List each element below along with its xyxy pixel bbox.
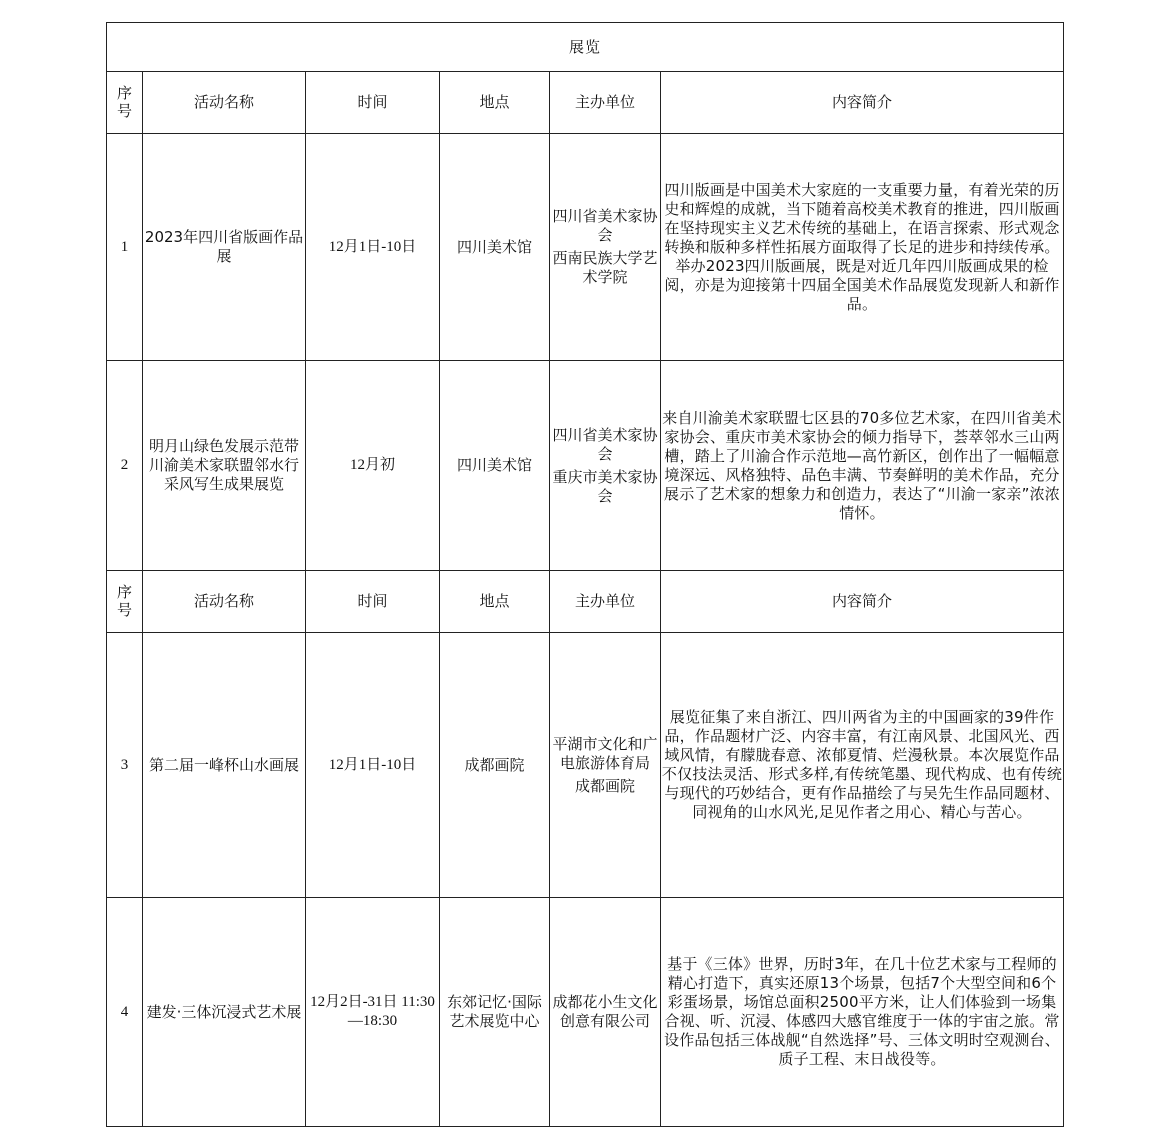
row-organizer bbox=[550, 134, 661, 361]
organizer-line: 平湖市文化和广电旅游体育局 bbox=[552, 734, 658, 772]
row-seq: 4 bbox=[107, 898, 143, 1127]
row-description: 来自川渝美术家联盟七区县的70多位艺术家，在四川省美术家协会、重庆市美术家协会的倾力指导下，荟萃邻水三山两槽，踏上了川渝合作示范地—高竹新区，创作出了一幅幅意境深远、风格独特、品色丰满、节奏鲜明的美术作品，充分展示了艺术家的想象力和创造力，表达了“川渝一家亲”浓浓情怀。 bbox=[661, 361, 1064, 571]
row-place: 成都画院 bbox=[440, 633, 550, 898]
row-time: 12月初 bbox=[306, 361, 440, 571]
row-time: 12月1日-10日 bbox=[306, 633, 440, 898]
row-name: 2023年四川省版画作品展 bbox=[143, 134, 306, 361]
header-row bbox=[107, 72, 1064, 134]
header-name: 活动名称 bbox=[143, 72, 306, 134]
organizer-line: 重庆市美术家协会 bbox=[552, 467, 658, 505]
exhibition-table bbox=[106, 22, 1064, 1127]
table-row bbox=[107, 134, 1064, 361]
row-organizer bbox=[550, 633, 661, 898]
header-time: 时间 bbox=[306, 72, 440, 134]
header-description: 内容简介 bbox=[661, 571, 1064, 633]
header-organizer: 主办单位 bbox=[550, 72, 661, 134]
title-row bbox=[107, 23, 1064, 72]
row-place: 四川美术馆 bbox=[440, 134, 550, 361]
header-row bbox=[107, 571, 1064, 633]
table-title: 展览 bbox=[107, 23, 1064, 72]
row-name: 建发·三体沉浸式艺术展 bbox=[143, 898, 306, 1127]
row-description: 展览征集了来自浙江、四川两省为主的中国画家的39件作品，作品题材广泛、内容丰富，有江南风景、北国风光、西域风情，有朦胧春意、浓郁夏情、烂漫秋景。本次展览作品不仅技法灵活、形式多样,有传统笔墨、现代构成、也有传统与现代的巧妙结合，更有作品描绘了与吴先生作品同题材、同视角的山水风光,足见作者之用心、精心与苦心。 bbox=[661, 633, 1064, 898]
row-description: 四川版画是中国美术大家庭的一支重要力量，有着光荣的历史和辉煌的成就，当下随着高校美术教育的推进，四川版画在坚持现实主义艺术传统的基础上，在语言探索、形式观念转换和版种多样性拓展方面取得了长足的进步和持续传承。举办2023四川版画展，既是对近几年四川版画成果的检阅，亦是为迎接第十四届全国美术作品展览发现新人和新作品。 bbox=[661, 134, 1064, 361]
row-seq: 2 bbox=[107, 361, 143, 571]
organizer-line: 西南民族大学艺术学院 bbox=[552, 249, 658, 286]
row-place: 四川美术馆 bbox=[440, 361, 550, 571]
row-name: 明月山绿色发展示范带川渝美术家联盟邻水行采风写生成果展览 bbox=[143, 361, 306, 571]
row-seq: 1 bbox=[107, 134, 143, 361]
row-description: 基于《三体》世界，历时3年，在几十位艺术家与工程师的精心打造下，真实还原13个场景，包括7个大型空间和6个彩蛋场景，场馆总面积2500平方米，让人们体验到一场集合视、听、沉浸、体感四大感官维度于一体的宇宙之旅。常设作品包括三体战舰“自然选择”号、三体文明时空观测台、质子工程、末日战役等。 bbox=[661, 898, 1064, 1127]
header-seq: 序号 bbox=[107, 571, 143, 633]
table-row bbox=[107, 633, 1064, 898]
header-name: 活动名称 bbox=[143, 571, 306, 633]
table-row bbox=[107, 361, 1064, 571]
header-time: 时间 bbox=[306, 571, 440, 633]
header-seq: 序号 bbox=[107, 72, 143, 134]
organizer-line: 成都花小生文化创意有限公司 bbox=[552, 993, 658, 1030]
row-organizer bbox=[550, 361, 661, 571]
row-time: 12月2日-31日 11:30—18:30 bbox=[306, 898, 440, 1127]
row-seq: 3 bbox=[107, 633, 143, 898]
header-place: 地点 bbox=[440, 72, 550, 134]
header-place: 地点 bbox=[440, 571, 550, 633]
row-time: 12月1日-10日 bbox=[306, 134, 440, 361]
header-organizer: 主办单位 bbox=[550, 571, 661, 633]
header-description: 内容简介 bbox=[661, 72, 1064, 134]
row-organizer bbox=[550, 898, 661, 1127]
organizer-line: 四川省美术家协会 bbox=[552, 207, 658, 244]
organizer-line: 四川省美术家协会 bbox=[552, 425, 658, 463]
row-place: 东郊记忆·国际艺术展览中心 bbox=[440, 898, 550, 1127]
row-name: 第二届一峰杯山水画展 bbox=[143, 633, 306, 898]
table-row bbox=[107, 898, 1064, 1127]
organizer-line: 成都画院 bbox=[574, 776, 635, 795]
